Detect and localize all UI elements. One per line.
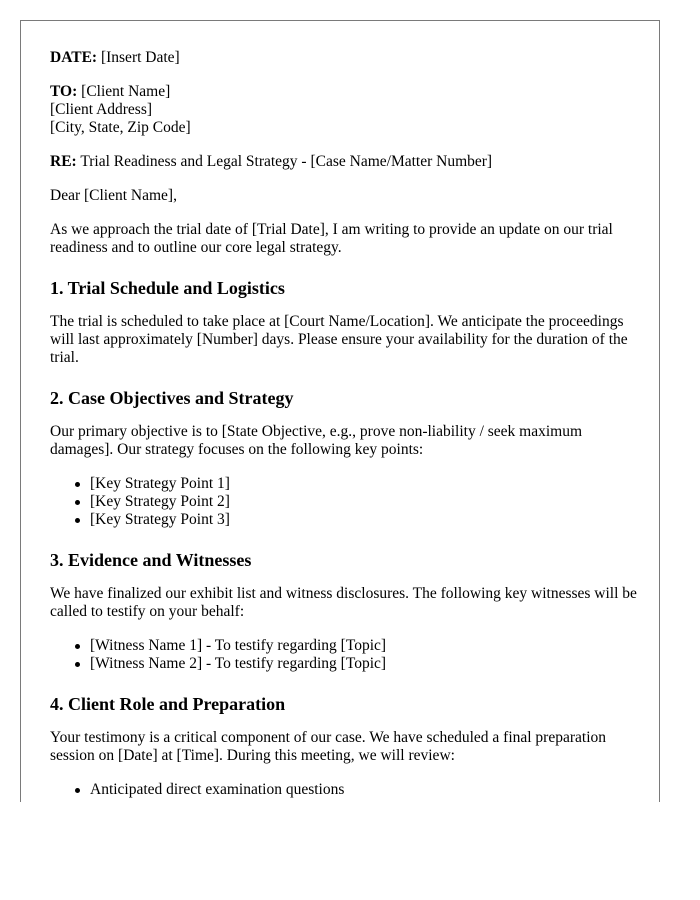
section-heading: 2. Case Objectives and Strategy (50, 388, 294, 408)
recipient-name-line (50, 83, 640, 101)
date-value: [Insert Date] (100, 49, 180, 66)
subject-value: Trial Readiness and Legal Strategy - [Case Name/Matter Number] (80, 153, 493, 170)
section-evidence-witnesses (50, 549, 640, 673)
section-body: We have finalized our exhibit list and witness disclosures. The following key witnesses will be called to testify on your behalf: (50, 585, 637, 620)
recipient-city: [City, State, Zip Code] (50, 119, 191, 136)
to-label: TO: (50, 83, 78, 100)
witness-list (50, 637, 640, 673)
date-line (50, 49, 640, 67)
list-item: [Key Strategy Point 3] (90, 511, 640, 529)
recipient-address: [Client Address] (50, 101, 153, 118)
date-label: DATE: (50, 49, 98, 66)
list-item: Anticipated direct examination questions (90, 781, 640, 799)
letter-content (50, 49, 640, 802)
letter-page (20, 20, 660, 802)
strategy-list (50, 475, 640, 529)
intro-paragraph: As we approach the trial date of [Trial Date], I am writing to provide an update on our trial readiness and to outline our core legal strategy. (50, 221, 613, 256)
list-item: [Witness Name 1] - To testify regarding [Topic] (90, 637, 640, 655)
recipient-name: [Client Name] (81, 83, 171, 100)
list-item: [Key Strategy Point 1] (90, 475, 640, 493)
recipient-block (50, 83, 640, 137)
review-list (50, 781, 640, 799)
section-client-role (50, 693, 640, 799)
section-heading: 1. Trial Schedule and Logistics (50, 278, 285, 298)
section-trial-schedule (50, 277, 640, 367)
salutation: Dear [Client Name], (50, 187, 177, 204)
subject-line (50, 153, 640, 171)
list-item: [Witness Name 2] - To testify regarding [Topic] (90, 655, 640, 673)
re-label: RE: (50, 153, 77, 170)
section-body: Your testimony is a critical component of our case. We have scheduled a final preparation session on [Date] at [Time]. During this meeting, we will review: (50, 729, 607, 764)
section-heading: 3. Evidence and Witnesses (50, 550, 252, 570)
section-body: Our primary objective is to [State Objective, e.g., prove non-liability / seek maximum damages]. Our strategy focuses on the following key points: (50, 423, 583, 458)
section-case-strategy (50, 387, 640, 529)
section-heading: 4. Client Role and Preparation (50, 694, 286, 714)
section-body: The trial is scheduled to take place at [Court Name/Location]. We anticipate the proceedings will last approximately [Number] days. Please ensure your availability for the duration of the trial. (50, 313, 628, 366)
list-item: [Key Strategy Point 2] (90, 493, 640, 511)
